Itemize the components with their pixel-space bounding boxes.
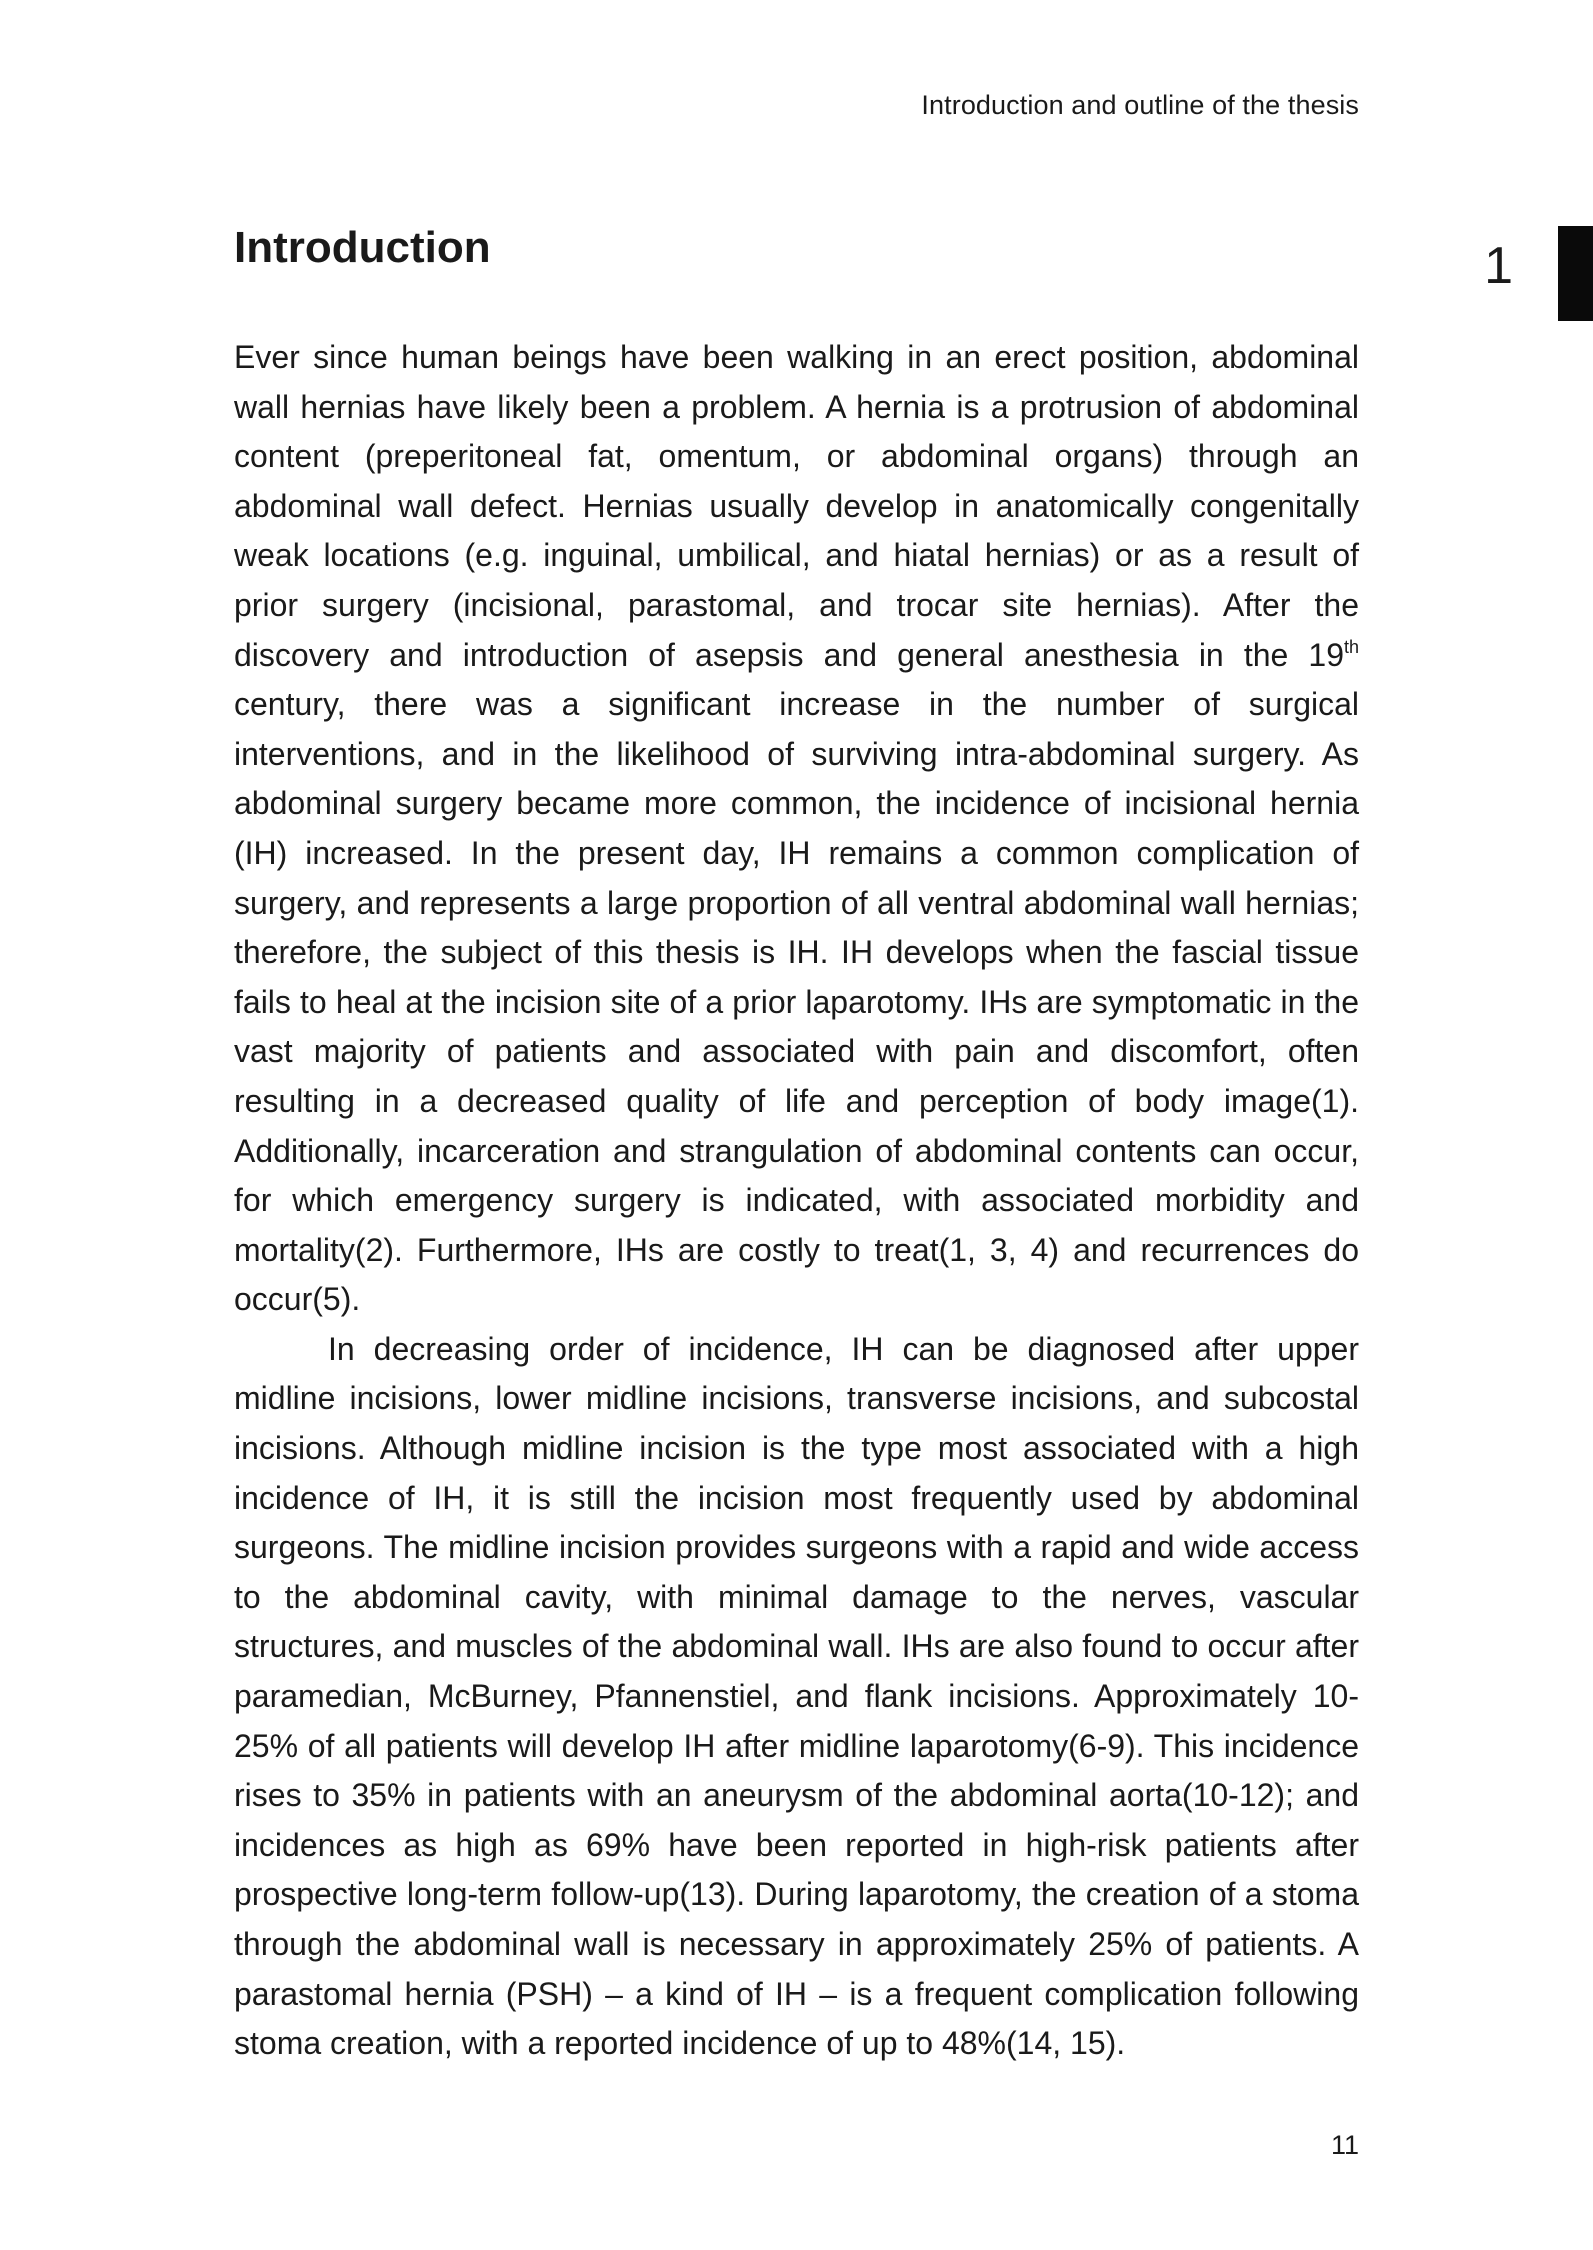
body-text bbox=[234, 333, 1359, 2069]
paragraph-1-text-a: Ever since human beings have been walking in an erect position, abdominal wall hernias have likely been a problem. A hernia is a protrusion of abdominal content (preperitoneal fat, omentum, or abdominal organs) through an abdominal wall defect. Hernias usually develop in anatomically congenitally weak locations (e.g. inguinal, umbilical, and hiatal hernias) or as a result of prior surgery (incisional, parastomal, and trocar site hernias). After the discovery and introduction of asepsis and general anesthesia in the 19 bbox=[234, 339, 1359, 673]
ordinal-superscript: th bbox=[1343, 636, 1359, 657]
section-title: Introduction bbox=[234, 223, 491, 272]
paragraph-1-text-b: century, there was a significant increase in the number of surgical interventions, and in the likelihood of surviving intra-abdominal surgery. As abdominal surgery became more common, the incidence of incisional hernia (IH) increased. In the present day, IH remains a common complication of surgery, and represents a large proportion of all ventral abdominal wall hernias; therefore, the subject of this thesis is IH. IH develops when the fascial tissue fails to heal at the incision site of a prior laparotomy. IHs are symptomatic in the vast majority of patients and associated with pain and discomfort, often resulting in a decreased quality of life and perception of body image(1). Additionally, incarceration and strangulation of abdominal contents can occur, for which emergency surgery is indicated, with associated morbidity and mortality(2). Furthermore, IHs are costly to treat(1, 3, 4) and recurrences do occur(5). bbox=[234, 686, 1359, 1318]
chapter-number: 1 bbox=[1484, 237, 1513, 295]
chapter-thumb-tab bbox=[1558, 226, 1593, 321]
paragraph-2: In decreasing order of incidence, IH can be diagnosed after upper midline incisions, lower midline incisions, transverse incisions, and subcostal incisions. Although midline incision is the type most associated with a high incidence of IH, it is still the incision most frequently used by abdominal surgeons. The midline incision provides surgeons with a rapid and wide access to the abdominal cavity, with minimal damage to the nerves, vascular structures, and muscles of the abdominal wall. IHs are also found to occur after paramedian, McBurney, Pfannenstiel, and flank incisions. Approximately 10-25% of all patients will develop IH after midline laparotomy(6-9). This incidence rises to 35% in patients with an aneurysm of the abdominal aorta(10-12); and incidences as high as 69% have been reported in high-risk patients after prospective long-term follow-up(13). During laparotomy, the creation of a stoma through the abdominal wall is necessary in approximately 25% of patients. A parastomal hernia (PSH) – a kind of IH – is a frequent complication following stoma creation, with a reported incidence of up to 48%(14, 15). bbox=[234, 1330, 1359, 2062]
paragraph-1 bbox=[234, 333, 1359, 1325]
running-header: Introduction and outline of the thesis bbox=[921, 90, 1359, 120]
page-number: 11 bbox=[1330, 2130, 1359, 2160]
